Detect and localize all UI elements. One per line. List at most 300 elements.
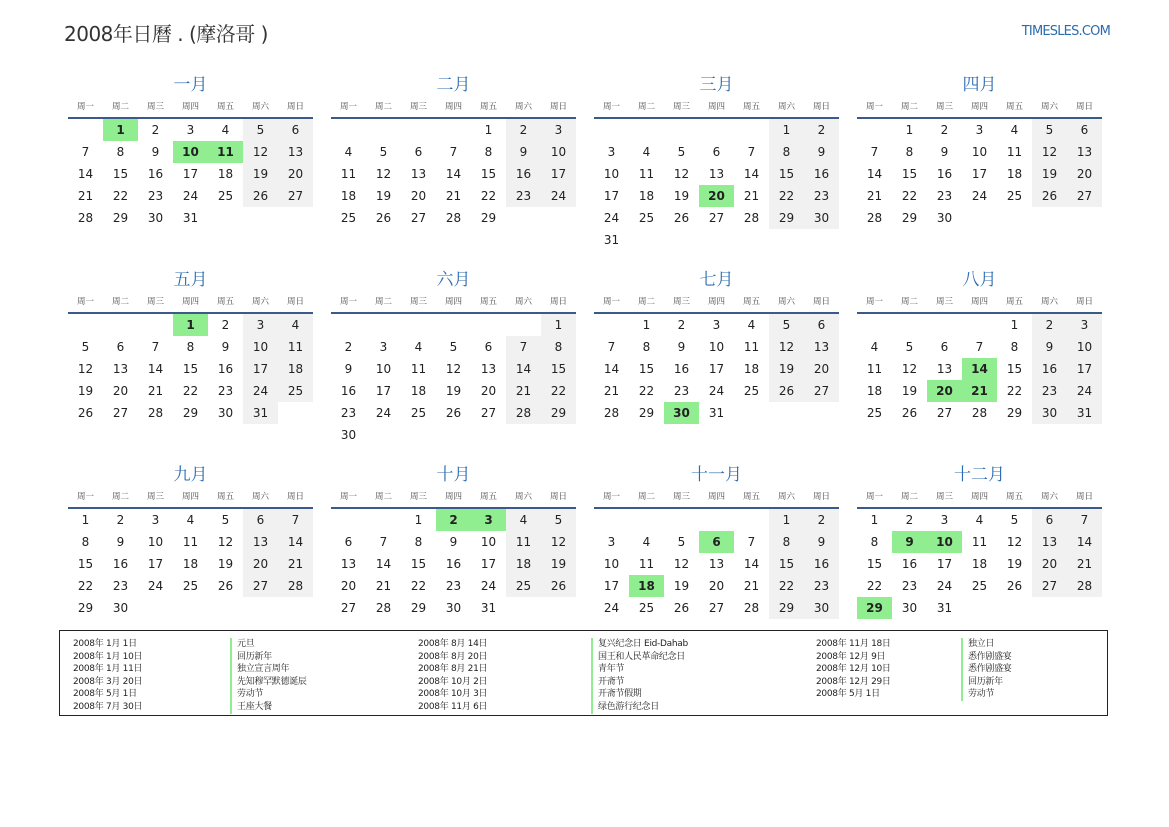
legend-entry: 2008年 10月 2日 (418, 676, 488, 687)
day-cell: 16 (445, 557, 462, 571)
day-cell: 23 (340, 406, 357, 420)
weekday-label: 周三 (672, 492, 690, 502)
legend-entry: 2008年 12月 29日 (816, 676, 891, 687)
day-cell: 5 (1032, 119, 1067, 141)
day-cell: 15 (541, 358, 576, 380)
weekday-label: 周四 (707, 297, 725, 307)
weekday-label: 周一 (76, 492, 94, 502)
day-cell: 27 (340, 601, 357, 615)
month-title: 九月 (173, 465, 208, 485)
weekday-label: 周日 (1075, 102, 1093, 112)
day-cell: 28 (971, 406, 988, 420)
day-cell: 21 (603, 384, 620, 398)
day-cell: 21 (506, 380, 541, 402)
day-cell: 12 (673, 557, 690, 571)
weekday-label: 周三 (935, 297, 953, 307)
legend-entry: 2008年 8月 21日 (418, 664, 488, 675)
weekday-label: 周日 (286, 102, 304, 112)
day-cell: 7 (975, 340, 984, 354)
day-cell: 4 (747, 318, 756, 332)
day-cell: 2 (804, 509, 839, 531)
month-title: 四月 (962, 75, 997, 95)
day-cell: 18 (217, 167, 234, 181)
empty-cell (629, 509, 664, 531)
day-cell: 26 (1032, 185, 1067, 207)
weekday-label: 周六 (514, 297, 532, 307)
day-cell: 25 (1006, 189, 1023, 203)
legend-dates-col-1 (73, 638, 142, 714)
weekday-header (594, 293, 839, 314)
empty-cell (436, 314, 471, 336)
day-cell: 5 (769, 314, 804, 336)
day-cell: 5 (81, 340, 90, 354)
day-cell: 3 (379, 340, 388, 354)
day-cell: 28 (375, 601, 392, 615)
legend-entry: 开斋节 (598, 676, 625, 687)
day-cell: 20 (1032, 553, 1067, 575)
day-cell: 13 (1032, 531, 1067, 553)
weekday-header (68, 293, 313, 314)
day-cell: 18 (340, 189, 357, 203)
weekday-header (857, 488, 1102, 509)
weekday-label: 周五 (479, 102, 497, 112)
day-cell: 4 (344, 145, 353, 159)
legend-entry: 2008年 10月 3日 (418, 689, 488, 700)
empty-cell (366, 119, 401, 141)
day-cell: 29 (112, 211, 129, 225)
day-cell: 4 (642, 535, 651, 549)
empty-cell (401, 119, 436, 141)
day-cell: 29 (769, 207, 804, 229)
day-cell: 14 (743, 167, 760, 181)
day-cell: 7 (506, 336, 541, 358)
day-cell: 5 (243, 119, 278, 141)
day-cell: 8 (484, 145, 493, 159)
holiday-day-cell: 1 (173, 314, 208, 336)
day-cell: 19 (445, 384, 462, 398)
weekday-label: 周五 (742, 102, 760, 112)
day-cell: 19 (541, 553, 576, 575)
day-cell: 25 (638, 601, 655, 615)
day-cell: 26 (541, 575, 576, 597)
day-cell: 30 (445, 601, 462, 615)
day-cell: 16 (673, 362, 690, 376)
day-cell: 24 (243, 380, 278, 402)
day-cell: 27 (804, 380, 839, 402)
day-grid (68, 509, 313, 619)
day-cell: 1 (414, 513, 423, 527)
day-cell: 16 (112, 557, 129, 571)
day-cell: 5 (221, 513, 230, 527)
day-cell: 29 (638, 406, 655, 420)
day-cell: 12 (1006, 535, 1023, 549)
day-cell: 9 (677, 340, 686, 354)
month-calendar (594, 267, 839, 448)
day-cell: 7 (1067, 509, 1102, 531)
day-cell: 22 (866, 579, 883, 593)
day-cell: 17 (541, 163, 576, 185)
site-link[interactable]: TIMESLES.COM (1021, 24, 1110, 39)
day-cell: 8 (81, 535, 90, 549)
empty-cell (594, 314, 629, 336)
weekday-label: 周二 (637, 492, 655, 502)
weekday-label: 周二 (111, 492, 129, 502)
day-cell: 28 (603, 406, 620, 420)
day-cell: 6 (940, 340, 949, 354)
day-cell: 10 (971, 145, 988, 159)
day-cell: 9 (449, 535, 458, 549)
empty-cell (892, 314, 927, 336)
empty-cell (594, 509, 629, 531)
day-cell: 15 (410, 557, 427, 571)
weekday-label: 周二 (637, 102, 655, 112)
day-cell: 14 (77, 167, 94, 181)
holiday-day-cell: 18 (629, 575, 664, 597)
legend-names-col-2 (591, 638, 688, 714)
legend-entry: 2008年 11月 6日 (418, 701, 488, 712)
day-cell: 31 (1067, 402, 1102, 424)
day-cell: 4 (414, 340, 423, 354)
day-cell: 29 (769, 597, 804, 619)
day-cell: 31 (182, 211, 199, 225)
legend-entry: 青年节 (598, 664, 625, 675)
empty-cell (664, 509, 699, 531)
day-cell: 23 (217, 384, 234, 398)
month-title: 六月 (436, 270, 471, 290)
legend-entry: 复兴纪念日 Eid-Dahab (598, 639, 688, 649)
day-cell: 12 (243, 141, 278, 163)
month-title: 七月 (699, 270, 734, 290)
day-cell: 23 (673, 384, 690, 398)
day-cell: 17 (243, 358, 278, 380)
day-cell: 14 (743, 557, 760, 571)
day-cell: 16 (804, 553, 839, 575)
day-cell: 1 (870, 513, 879, 527)
day-cell: 19 (1032, 163, 1067, 185)
day-cell: 9 (940, 145, 949, 159)
day-grid (331, 509, 576, 619)
empty-cell (138, 314, 173, 336)
day-cell: 18 (866, 384, 883, 398)
day-cell: 8 (870, 535, 879, 549)
holiday-day-cell: 1 (103, 119, 138, 141)
weekday-label: 周一 (865, 492, 883, 502)
legend-entry: 2008年 12月 10日 (816, 664, 891, 675)
legend-entry: 开斋节假期 (598, 689, 642, 700)
day-cell: 18 (971, 557, 988, 571)
day-cell: 12 (375, 167, 392, 181)
holiday-legend (59, 630, 1108, 716)
day-grid (331, 119, 576, 229)
day-cell: 11 (638, 167, 655, 181)
day-cell: 3 (541, 119, 576, 141)
day-cell: 19 (77, 384, 94, 398)
weekday-label: 周三 (146, 297, 164, 307)
day-cell: 18 (182, 557, 199, 571)
holiday-day-cell: 21 (962, 380, 997, 402)
day-cell: 11 (971, 535, 988, 549)
day-cell: 7 (449, 145, 458, 159)
day-cell: 6 (344, 535, 353, 549)
day-cell: 4 (186, 513, 195, 527)
weekday-label: 周一 (865, 297, 883, 307)
weekday-label: 周一 (339, 492, 357, 502)
day-cell: 21 (743, 189, 760, 203)
day-cell: 1 (484, 123, 493, 137)
empty-cell (331, 314, 366, 336)
day-cell: 10 (603, 557, 620, 571)
weekday-label: 周四 (970, 102, 988, 112)
weekday-label: 周六 (1040, 492, 1058, 502)
day-cell: 16 (901, 557, 918, 571)
day-cell: 5 (677, 145, 686, 159)
day-cell: 30 (340, 428, 357, 442)
weekday-label: 周日 (549, 492, 567, 502)
day-cell: 21 (77, 189, 94, 203)
empty-cell (331, 119, 366, 141)
day-cell: 15 (638, 362, 655, 376)
month-calendar (68, 462, 313, 643)
month-title: 三月 (699, 75, 734, 95)
day-cell: 9 (344, 362, 353, 376)
day-cell: 26 (77, 406, 94, 420)
day-cell: 22 (638, 384, 655, 398)
day-cell: 23 (936, 189, 953, 203)
month-title: 五月 (173, 270, 208, 290)
day-cell: 22 (480, 189, 497, 203)
day-cell: 9 (804, 141, 839, 163)
day-cell: 7 (870, 145, 879, 159)
empty-cell (471, 314, 506, 336)
day-cell: 20 (340, 579, 357, 593)
day-cell: 25 (506, 575, 541, 597)
day-cell: 6 (804, 314, 839, 336)
month-calendar (331, 72, 576, 253)
weekday-header (857, 293, 1102, 314)
day-cell: 21 (743, 579, 760, 593)
day-cell: 20 (410, 189, 427, 203)
day-cell: 2 (1032, 314, 1067, 336)
day-cell: 19 (769, 358, 804, 380)
weekday-label: 周二 (111, 102, 129, 112)
weekday-label: 周日 (812, 492, 830, 502)
legend-names-col-3 (961, 638, 1012, 701)
day-cell: 3 (1067, 314, 1102, 336)
holiday-day-cell: 20 (927, 380, 962, 402)
day-cell: 7 (151, 340, 160, 354)
day-cell: 31 (603, 233, 620, 247)
empty-cell (857, 314, 892, 336)
weekday-label: 周二 (374, 102, 392, 112)
weekday-label: 周日 (1075, 297, 1093, 307)
day-cell: 30 (901, 601, 918, 615)
weekday-label: 周五 (216, 297, 234, 307)
day-cell: 27 (410, 211, 427, 225)
day-cell: 20 (480, 384, 497, 398)
day-cell: 19 (673, 189, 690, 203)
day-cell: 8 (769, 141, 804, 163)
weekday-label: 周二 (111, 297, 129, 307)
day-cell: 17 (147, 557, 164, 571)
day-cell: 4 (278, 314, 313, 336)
day-cell: 14 (278, 531, 313, 553)
empty-cell (699, 119, 734, 141)
day-cell: 1 (905, 123, 914, 137)
day-cell: 1 (81, 513, 90, 527)
day-cell: 1 (642, 318, 651, 332)
day-cell: 20 (278, 163, 313, 185)
day-cell: 3 (712, 318, 721, 332)
day-cell: 27 (278, 185, 313, 207)
weekday-header (331, 293, 576, 314)
day-cell: 22 (541, 380, 576, 402)
day-cell: 9 (804, 531, 839, 553)
day-cell: 6 (116, 340, 125, 354)
weekday-label: 周四 (444, 102, 462, 112)
day-grid (331, 314, 576, 446)
day-cell: 16 (936, 167, 953, 181)
weekday-label: 周五 (742, 492, 760, 502)
day-cell: 17 (480, 557, 497, 571)
day-cell: 23 (445, 579, 462, 593)
empty-cell (103, 314, 138, 336)
legend-entry: 独立日 (968, 639, 995, 649)
day-cell: 27 (936, 406, 953, 420)
day-cell: 23 (804, 185, 839, 207)
weekday-label: 周一 (602, 102, 620, 112)
holiday-day-cell: 9 (892, 531, 927, 553)
day-cell: 6 (243, 509, 278, 531)
day-cell: 15 (769, 163, 804, 185)
weekday-label: 周六 (251, 492, 269, 502)
day-cell: 14 (603, 362, 620, 376)
day-cell: 15 (182, 362, 199, 376)
day-cell: 7 (747, 145, 756, 159)
weekday-label: 周三 (146, 102, 164, 112)
day-cell: 10 (541, 141, 576, 163)
day-cell: 28 (743, 601, 760, 615)
day-cell: 8 (905, 145, 914, 159)
weekday-label: 周三 (672, 297, 690, 307)
day-cell: 11 (506, 531, 541, 553)
day-cell: 22 (112, 189, 129, 203)
weekday-label: 周五 (479, 297, 497, 307)
day-cell: 26 (769, 380, 804, 402)
weekday-label: 周三 (409, 102, 427, 112)
day-cell: 21 (1067, 553, 1102, 575)
day-cell: 25 (182, 579, 199, 593)
empty-cell (734, 509, 769, 531)
day-cell: 30 (804, 597, 839, 619)
day-cell: 24 (147, 579, 164, 593)
weekday-label: 周日 (549, 297, 567, 307)
day-cell: 18 (1006, 167, 1023, 181)
day-cell: 12 (541, 531, 576, 553)
day-cell: 31 (708, 406, 725, 420)
day-cell: 10 (147, 535, 164, 549)
weekday-header (331, 98, 576, 119)
empty-cell (699, 509, 734, 531)
day-cell: 7 (278, 509, 313, 531)
holiday-day-cell: 2 (436, 509, 471, 531)
holiday-day-cell: 29 (857, 597, 892, 619)
legend-entry: 2008年 1月 10日 (73, 651, 143, 662)
day-cell: 20 (243, 553, 278, 575)
day-cell: 11 (1006, 145, 1023, 159)
day-cell: 20 (112, 384, 129, 398)
day-cell: 2 (804, 119, 839, 141)
day-cell: 6 (414, 145, 423, 159)
day-cell: 31 (936, 601, 953, 615)
day-cell: 1 (1010, 318, 1019, 332)
day-cell: 12 (673, 167, 690, 181)
day-cell: 27 (708, 601, 725, 615)
day-cell: 13 (278, 141, 313, 163)
legend-entry: 2008年 11月 18日 (816, 639, 891, 649)
day-cell: 25 (278, 380, 313, 402)
day-cell: 17 (182, 167, 199, 181)
holiday-day-cell: 6 (699, 531, 734, 553)
day-cell: 25 (340, 211, 357, 225)
day-cell: 9 (221, 340, 230, 354)
day-cell: 26 (243, 185, 278, 207)
day-cell: 28 (1067, 575, 1102, 597)
day-cell: 29 (541, 402, 576, 424)
day-cell: 26 (901, 406, 918, 420)
weekday-label: 周一 (602, 297, 620, 307)
day-cell: 24 (971, 189, 988, 203)
day-cell: 9 (506, 141, 541, 163)
day-cell: 26 (1006, 579, 1023, 593)
day-cell: 15 (1006, 362, 1023, 376)
day-cell: 29 (480, 211, 497, 225)
day-cell: 11 (410, 362, 427, 376)
day-cell: 2 (940, 123, 949, 137)
day-cell: 30 (217, 406, 234, 420)
day-cell: 2 (905, 513, 914, 527)
day-cell: 5 (677, 535, 686, 549)
day-cell: 20 (804, 358, 839, 380)
day-cell: 6 (278, 119, 313, 141)
month-calendar (68, 72, 313, 253)
weekday-label: 周六 (251, 102, 269, 112)
day-cell: 4 (506, 509, 541, 531)
day-cell: 5 (541, 509, 576, 531)
day-cell: 28 (77, 211, 94, 225)
day-cell: 1 (769, 509, 804, 531)
legend-entry: 王座大餐 (237, 701, 272, 712)
legend-entry: 2008年 7月 30日 (73, 701, 143, 712)
day-cell: 11 (743, 340, 760, 354)
legend-entry: 绿色游行纪念日 (598, 701, 659, 712)
day-cell: 13 (410, 167, 427, 181)
day-cell: 29 (182, 406, 199, 420)
day-cell: 22 (769, 575, 804, 597)
day-cell: 8 (116, 145, 125, 159)
day-cell: 23 (147, 189, 164, 203)
month-title: 二月 (436, 75, 471, 95)
day-cell: 23 (804, 575, 839, 597)
weekday-label: 周二 (374, 492, 392, 502)
legend-entry: 元旦 (237, 639, 255, 649)
day-grid (594, 119, 839, 251)
day-cell: 26 (673, 211, 690, 225)
weekday-header (594, 488, 839, 509)
day-cell: 2 (506, 119, 541, 141)
day-cell: 25 (743, 384, 760, 398)
day-cell: 16 (804, 163, 839, 185)
day-cell: 6 (1032, 509, 1067, 531)
